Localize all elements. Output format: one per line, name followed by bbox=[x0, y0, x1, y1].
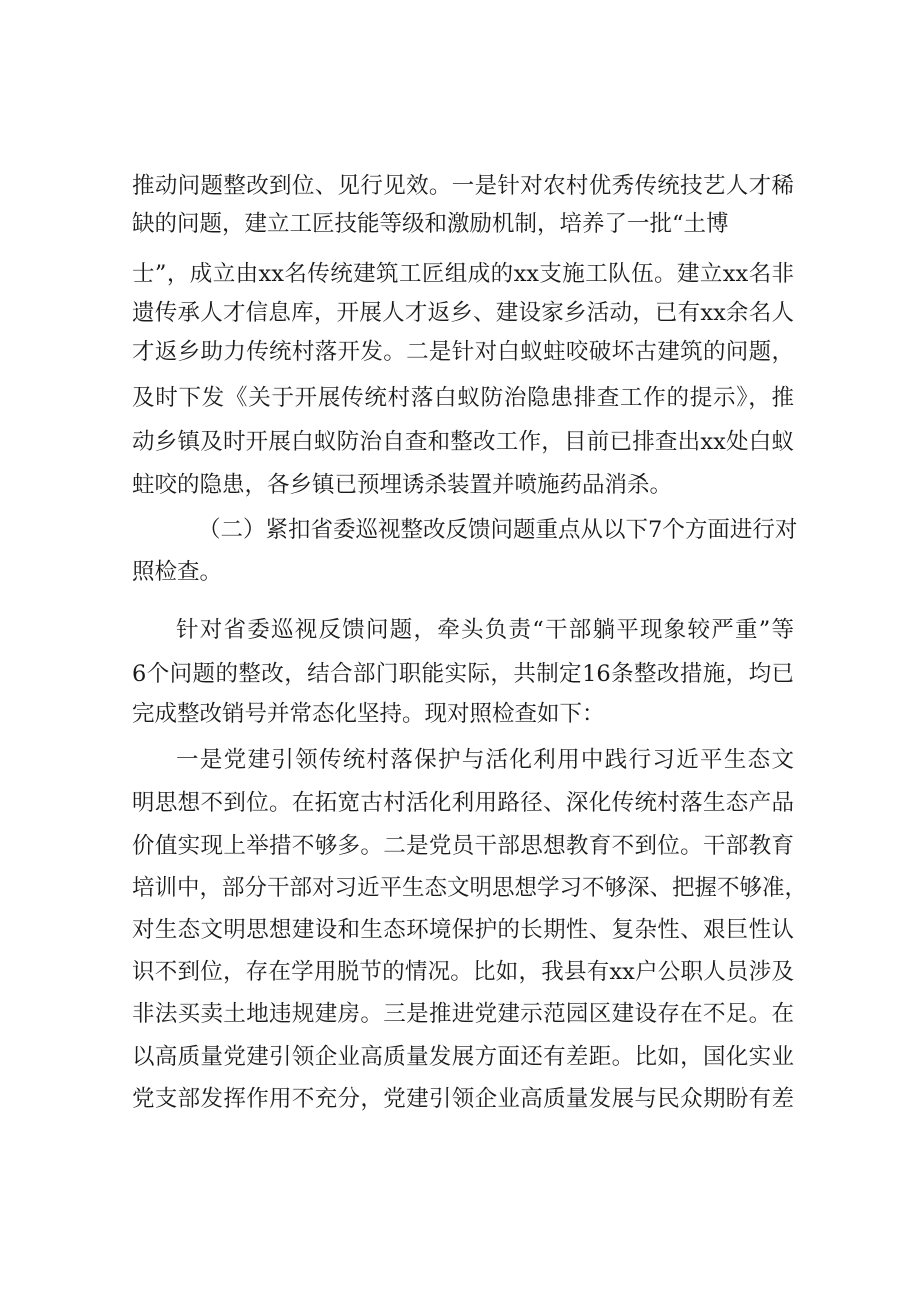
text-line: 针对省委巡视反馈问题，牵头负责“干部躺平现象较严重”等 bbox=[176, 617, 794, 643]
text-line: 动乡镇及时开展白蚁防治自查和整改工作，目前已排查出xx处白蚁 bbox=[132, 429, 794, 455]
text-line: 才返乡助力传统村落开发。二是针对白蚁蛀咬破坏古建筑的问题， bbox=[132, 339, 794, 365]
section-heading-line: 照检查。 bbox=[132, 559, 223, 585]
text-line: 培训中，部分干部对习近平生态文明思想学习不够深、把握不够准， bbox=[132, 875, 808, 901]
text-line: 以高质量党建引领企业高质量发展方面还有差距。比如，国化实业 bbox=[132, 1044, 794, 1070]
text-line: 遗传承人才信息库，开展人才返乡、建设家乡活动，已有xx余名人 bbox=[132, 300, 794, 326]
text-line: 完成整改销号并常态化坚持。现对照检查如下： bbox=[132, 701, 605, 727]
text-line: 明思想不到位。在拓宽古村活化利用路径、深化传统村落生态产品 bbox=[132, 790, 794, 816]
text-line: 蛀咬的隐患，各乡镇已预埋诱杀装置并喷施药品消杀。 bbox=[132, 472, 673, 498]
text-line: 缺的问题，建立工匠技能等级和激励机制，培养了一批“土博 bbox=[132, 211, 729, 237]
text-line: 6个问题的整改，结合部门职能实际，共制定16条整改措施，均已 bbox=[132, 661, 794, 687]
text-line: 价值实现上举措不够多。二是党员干部思想教育不到位。干部教育 bbox=[132, 833, 794, 859]
text-line: 识不到位，存在学用脱节的情况。比如，我县有xx户公职人员涉及 bbox=[132, 959, 794, 985]
text-line: 党支部发挥作用不充分，党建引领企业高质量发展与民众期盼有差 bbox=[132, 1086, 794, 1112]
text-line: 非法买卖土地违规建房。三是推进党建示范园区建设存在不足。在 bbox=[132, 1001, 794, 1027]
text-line: 及时下发《关于开展传统村落白蚁防治隐患排查工作的提示》，推 bbox=[132, 385, 794, 411]
text-line: 一是党建引领传统村落保护与活化利用中践行习近平生态文 bbox=[176, 747, 794, 773]
text-line: 士”，成立由xx名传统建筑工匠组成的xx支施工队伍。建立xx名非 bbox=[132, 261, 794, 287]
section-heading-line: （二）紧扣省委巡视整改反馈问题重点从以下7个方面进行对 bbox=[198, 517, 798, 543]
text-line: 对生态文明思想建设和生态环境保护的长期性、复杂性、艰巨性认 bbox=[132, 917, 794, 943]
text-line: 推动问题整改到位、见行见效。一是针对农村优秀传统技艺人才稀 bbox=[132, 173, 794, 199]
